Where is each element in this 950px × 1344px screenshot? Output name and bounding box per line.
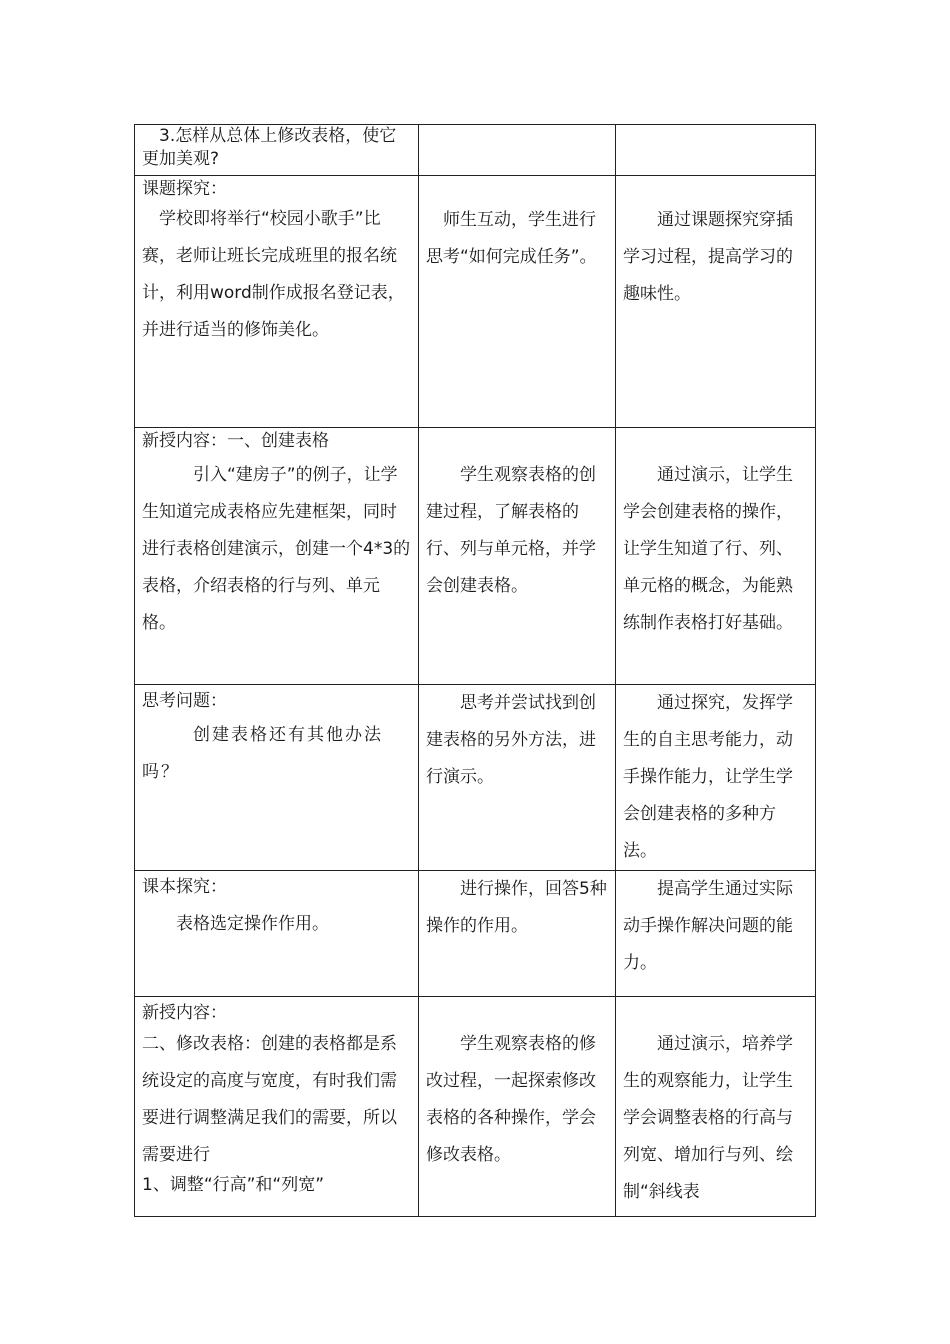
student-activity: 进行操作，回答5种操作的作用。 [426,879,607,936]
table-cell [135,997,419,1217]
student-activity: 思考并尝试找到创建表格的另外方法，进行演示。 [426,693,596,787]
table-cell [616,997,816,1217]
table-cell [135,176,419,428]
table-cell [616,428,816,685]
design-intent: 通过课题探究穿插学习过程，提高学习的趣味性。 [623,210,793,304]
section-heading: 新授内容： [142,1003,227,1023]
lesson-plan-table [134,124,816,1217]
table-cell [135,685,419,871]
table-cell [419,871,616,997]
question-text: 3.怎样从总体上修改表格，使它更加美观? [142,126,397,169]
table-row [135,176,816,428]
section-heading: 课本探究： [142,877,227,897]
table-cell [419,428,616,685]
section-heading: 课题探究： [142,179,227,199]
section-body: 二、修改表格：创建的表格都是系统设定的高度与宽度，有时我们需要进行调整满足我们的需要，所以需要进行 [142,1034,397,1165]
table-cell [135,428,419,685]
section-body: 引入“建房子”的例子，让学生知道完成表格应先建框架，同时进行表格创建演示，创建一个4*3的表格，介绍表格的行与列、单元格。 [142,465,411,633]
section-body: 创建表格还有其他办法吗？ [142,725,383,782]
design-intent: 通过演示，让学生学会创建表格的操作，让学生知道了行、列、单元格的概念，为能熟练制作表格打好基础。 [623,465,793,633]
table-cell [616,871,816,997]
table-cell [419,125,616,176]
section-heading: 新授内容：一、创建表格 [142,431,329,451]
table-row [135,428,816,685]
section-body: 表格选定操作作用。 [176,914,329,934]
table-row [135,871,816,997]
student-activity: 师生互动，学生进行思考“如何完成任务”。 [426,210,597,267]
table-row [135,125,816,176]
table-cell [616,125,816,176]
table-cell [135,125,419,176]
design-intent: 提高学生通过实际动手操作解决问题的能力。 [623,879,793,973]
table-cell [616,685,816,871]
design-intent: 通过探究，发挥学生的自主思考能力，动手操作能力，让学生学会创建表格的多种方法。 [623,693,793,861]
section-body: 学校即将举行“校园小歌手”比赛，老师让班长完成班里的报名统计，利用word制作成报名登记表，并进行适当的修饰美化。 [142,209,405,340]
student-activity: 学生观察表格的创建过程，了解表格的行、列与单元格，并学会创建表格。 [426,465,596,596]
table-row [135,685,816,871]
table-cell [419,685,616,871]
table-cell [419,997,616,1217]
table-cell [616,176,816,428]
table-row [135,997,816,1217]
section-subitem: 1、调整“行高”和“列宽” [142,1175,325,1195]
table-cell [419,176,616,428]
table-cell [135,871,419,997]
section-heading: 思考问题： [142,691,227,711]
student-activity: 学生观察表格的修改过程，一起探索修改表格的各种操作，学会修改表格。 [426,1034,596,1165]
design-intent: 通过演示，培养学生的观察能力，让学生学会调整表格的行高与列宽、增加行与列、绘制“斜线表 [623,1034,793,1202]
